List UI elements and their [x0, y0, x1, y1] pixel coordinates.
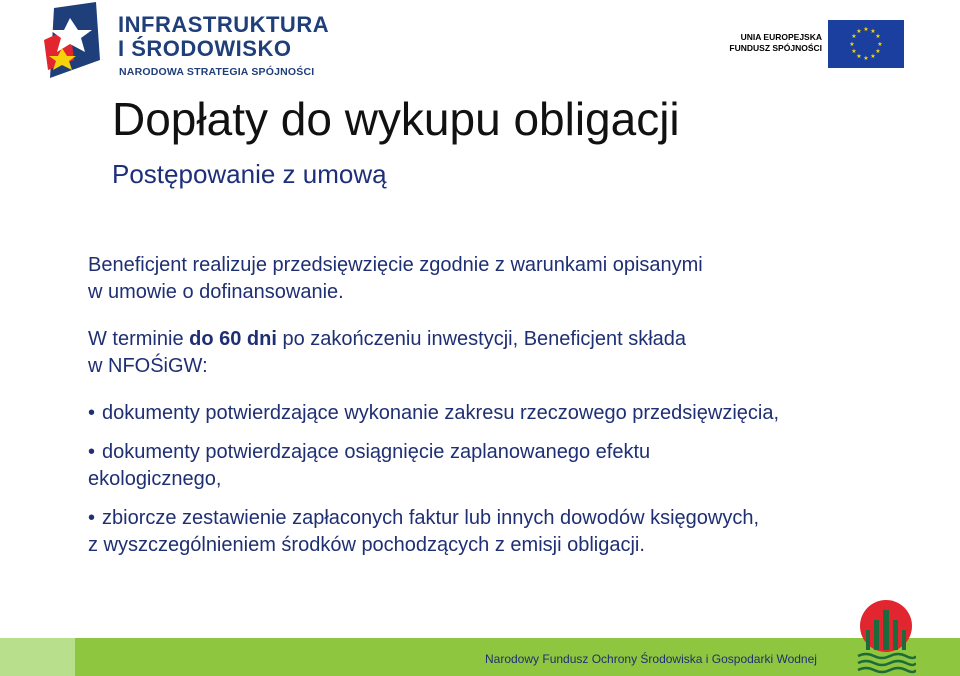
slide-content: [88, 252, 938, 559]
bullet-1-text: dokumenty potwierdzające wykonanie zakresu rzeczowego przedsięwzięcia,: [102, 402, 780, 424]
bullet-2-line-2: ekologicznego,: [88, 468, 222, 490]
footer-bar-light: [0, 638, 75, 676]
infrastruktura-logo: [40, 0, 340, 86]
paragraph-1-line-2: w umowie o dofinansowanie.: [88, 281, 344, 303]
eu-label-line-1: UNIA EUROPEJSKA: [740, 32, 822, 42]
slide-title: Dopłaty do wykupu obligacji: [112, 93, 680, 145]
logo-line-2: I ŚRODOWISKO: [118, 36, 292, 61]
logo-line-1: INFRASTRUKTURA: [118, 12, 330, 37]
svg-text:★: ★: [870, 53, 876, 60]
paragraph-1: [88, 252, 938, 306]
bullet-3-line-2: z wyszczególnieniem środków pochodzących z emisji obligacji.: [88, 534, 645, 556]
infrastruktura-emblem-icon: [40, 0, 110, 86]
nfosigw-logo-icon: [856, 600, 916, 676]
paragraph-2: [88, 326, 938, 380]
svg-text:★: ★: [863, 55, 869, 62]
svg-text:★: ★: [877, 41, 883, 48]
eu-label: [729, 32, 822, 54]
eu-label-line-2: FUNDUSZ SPÓJNOŚCI: [729, 43, 822, 53]
svg-text:★: ★: [849, 41, 855, 48]
svg-text:★: ★: [870, 28, 876, 35]
eu-flag-icon: [828, 20, 904, 68]
slide-subtitle: Postępowanie z umową: [112, 159, 387, 189]
bullet-icon: •: [88, 441, 96, 463]
deadline-bold: do 60 dni: [189, 328, 277, 350]
svg-text:★: ★: [856, 28, 862, 35]
logo-line-3: NARODOWA STRATEGIA SPÓJNOŚCI: [119, 66, 315, 78]
svg-text:★: ★: [875, 33, 881, 40]
svg-text:★: ★: [851, 33, 857, 40]
paragraph-2-post: po zakończeniu inwestycji, Beneficjent składa: [276, 328, 687, 350]
bullet-3-line-1: zbiorcze zestawienie zapłaconych faktur lub innych dowodów księgowych,: [102, 507, 760, 529]
svg-text:★: ★: [851, 48, 857, 55]
paragraph-1-line-1: Beneficjent realizuje przedsięwzięcie zgodnie z warunkami opisanymi: [88, 254, 703, 276]
bullet-item-2: [88, 439, 938, 493]
paragraph-2-line-2: w NFOŚiGW:: [88, 355, 208, 377]
bullet-item-1: [88, 400, 938, 427]
footer-text: Narodowy Fundusz Ochrony Środowiska i Gospodarki Wodnej: [485, 652, 817, 666]
svg-text:★: ★: [875, 48, 881, 55]
bullet-item-3: [88, 505, 938, 559]
bullet-icon: •: [88, 507, 96, 529]
bullet-2-line-1: dokumenty potwierdzające osiągnięcie zaplanowanego efektu: [102, 441, 651, 463]
paragraph-2-pre: W terminie: [88, 328, 190, 350]
svg-text:★: ★: [863, 26, 869, 33]
svg-text:★: ★: [856, 53, 862, 60]
bullet-icon: •: [88, 402, 96, 424]
